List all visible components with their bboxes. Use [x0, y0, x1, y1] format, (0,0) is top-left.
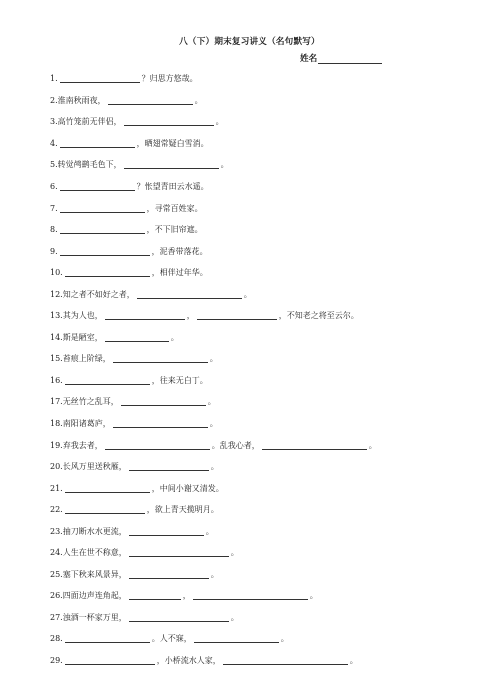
answer-blank[interactable] [194, 634, 279, 643]
item-number: 26. [50, 591, 63, 601]
answer-blank[interactable] [65, 656, 155, 665]
item-number: 17. [50, 397, 63, 407]
list-item [50, 262, 470, 284]
name-field-row [300, 52, 382, 64]
item-number: 18. [50, 419, 63, 429]
item-number: 5. [50, 160, 58, 170]
answer-blank[interactable] [105, 441, 210, 450]
answer-blank[interactable] [197, 311, 277, 320]
item-text: ，中间小谢又清发。 [151, 483, 224, 493]
answer-blank[interactable] [65, 634, 150, 643]
item-number: 8. [50, 225, 58, 235]
item-text: ，欲上青天揽明月。 [146, 505, 219, 515]
item-text: ？怅望青田云水遥。 [136, 182, 209, 191]
page-title: 八（下）期末复习讲义（名句默写） [179, 37, 320, 47]
answer-blank[interactable] [105, 333, 169, 342]
item-number: 9. [50, 246, 58, 256]
answer-blank[interactable] [129, 570, 209, 579]
list-item [50, 413, 470, 435]
item-number: 10. [50, 268, 63, 278]
answer-blank[interactable] [223, 656, 348, 665]
item-number: 2. [50, 95, 58, 105]
item-text: 其为人也， [62, 311, 103, 321]
item-number: 21. [50, 483, 63, 493]
item-number: 23. [50, 526, 63, 536]
item-text: ，寻常百姓家。 [146, 203, 203, 213]
answer-blank[interactable] [129, 591, 181, 600]
item-text: 。 [280, 634, 289, 644]
item-text: 抽刀断水水更流， [62, 526, 127, 536]
item-text: 。 [349, 656, 358, 666]
item-text: 人生在世不称意， [62, 548, 127, 558]
item-text: 。 [230, 548, 239, 558]
list-item [50, 628, 470, 650]
item-number: 13. [50, 311, 63, 321]
answer-blank[interactable] [129, 462, 209, 471]
list-item [50, 348, 470, 370]
item-number: 15. [50, 354, 63, 364]
item-text: 。 [309, 591, 318, 601]
item-number: 20. [50, 462, 63, 472]
answer-blank[interactable] [65, 268, 150, 277]
item-text: ，不下旧帘遮。 [146, 225, 203, 235]
list-item [50, 520, 470, 542]
item-text: ，相伴过年华。 [151, 268, 208, 278]
item-text: 斯是陋室， [62, 332, 103, 342]
item-text: ，小桥流水人家， [156, 656, 221, 666]
item-text: 浊酒一杯家万里， [62, 612, 127, 622]
answer-blank[interactable] [60, 225, 145, 234]
answer-blank[interactable] [137, 290, 242, 299]
list-item [50, 240, 470, 262]
answer-blank[interactable] [129, 548, 229, 557]
item-number: 14. [50, 332, 63, 342]
item-number: 12. [50, 289, 63, 299]
item-number: 25. [50, 569, 63, 579]
answer-blank[interactable] [105, 311, 185, 320]
answer-blank[interactable] [60, 182, 135, 191]
list-item [50, 391, 470, 413]
list-item [50, 585, 470, 607]
item-text: 。 [207, 397, 216, 407]
item-text: 四面边声连角起， [62, 591, 127, 601]
item-text: ， [182, 591, 191, 601]
list-item [50, 370, 470, 392]
item-number: 3. [50, 117, 58, 127]
item-text: 南阳诸葛庐， [62, 419, 111, 429]
item-text: 。 [210, 462, 219, 472]
item-number: 29. [50, 656, 63, 666]
answer-blank[interactable] [65, 484, 150, 493]
item-text: ， [186, 311, 195, 321]
question-list [50, 68, 470, 671]
item-number: 6. [50, 182, 58, 191]
answer-blank[interactable] [108, 96, 193, 105]
item-text: 。 [215, 117, 224, 127]
answer-blank[interactable] [65, 376, 150, 385]
item-number: 27. [50, 612, 63, 622]
item-text: 。乱我心者， [211, 440, 260, 450]
item-text: 苔痕上阶绿， [62, 354, 111, 364]
item-text: 高竹笼前无伴侣， [57, 117, 122, 127]
item-number: 22. [50, 505, 63, 515]
item-number: 1. [50, 74, 58, 84]
list-item [50, 650, 470, 672]
item-text: 。 [243, 289, 252, 299]
list-item [50, 607, 470, 629]
item-text: 。 [205, 526, 214, 536]
item-number: 7. [50, 203, 58, 213]
list-item [50, 111, 470, 133]
item-text: ，往来无白丁。 [151, 375, 208, 385]
list-item [50, 542, 470, 564]
item-text: ，泥香带落花。 [151, 246, 208, 256]
list-item [50, 219, 470, 241]
item-text: ，不知老之将至云尔。 [278, 311, 359, 321]
answer-blank[interactable] [65, 505, 145, 514]
name-blank[interactable] [318, 54, 382, 64]
list-item [50, 456, 470, 478]
list-item [50, 176, 470, 198]
list-item [50, 327, 470, 349]
item-text: 知之者不如好之者， [62, 289, 135, 299]
list-item [50, 283, 470, 305]
list-item [50, 90, 470, 112]
answer-blank[interactable] [60, 204, 145, 213]
item-text: 塞下秋来风景异， [62, 569, 127, 579]
answer-blank[interactable] [124, 160, 219, 169]
item-text: ，晒翅常疑白雪消。 [136, 138, 209, 148]
list-item [50, 133, 470, 155]
item-number: 4. [50, 138, 58, 148]
list-item [50, 305, 470, 327]
item-text: 长风万里送秋雁， [62, 462, 127, 472]
item-text: 。 [368, 440, 377, 450]
answer-blank[interactable] [129, 613, 229, 622]
answer-blank[interactable] [60, 247, 150, 256]
item-text: 。 [209, 354, 218, 364]
answer-blank[interactable] [121, 397, 206, 406]
answer-blank[interactable] [113, 354, 208, 363]
answer-blank[interactable] [113, 419, 208, 428]
item-text: 。 [209, 419, 218, 429]
item-text: 。 [220, 160, 229, 170]
item-number: 19. [50, 440, 63, 450]
answer-blank[interactable] [124, 117, 214, 126]
name-label: 姓名 [300, 54, 318, 64]
answer-blank[interactable] [60, 74, 140, 83]
list-item [50, 154, 470, 176]
answer-blank[interactable] [129, 527, 204, 536]
item-text: 。 [170, 332, 179, 342]
list-item [50, 434, 470, 456]
item-text: 弃我去者， [62, 440, 103, 450]
answer-blank[interactable] [262, 441, 367, 450]
item-text: 。 [194, 95, 203, 105]
list-item [50, 197, 470, 219]
item-text: 转觉鸬鹚毛色下， [57, 160, 122, 170]
list-item [50, 499, 470, 521]
answer-blank[interactable] [60, 139, 135, 148]
item-text: 淮南秋雨夜， [57, 95, 106, 105]
answer-blank[interactable] [193, 591, 308, 600]
item-text: 无丝竹之乱耳， [62, 397, 119, 407]
item-text: 。 [230, 612, 239, 622]
list-item [50, 68, 470, 90]
list-item [50, 564, 470, 586]
item-number: 28. [50, 634, 63, 644]
item-text: 。 [210, 569, 219, 579]
item-number: 24. [50, 548, 63, 558]
list-item [50, 477, 470, 499]
item-text: ？归思方悠哉。 [141, 74, 198, 84]
item-text: 。人不寐， [151, 634, 192, 644]
item-number: 16. [50, 375, 63, 385]
